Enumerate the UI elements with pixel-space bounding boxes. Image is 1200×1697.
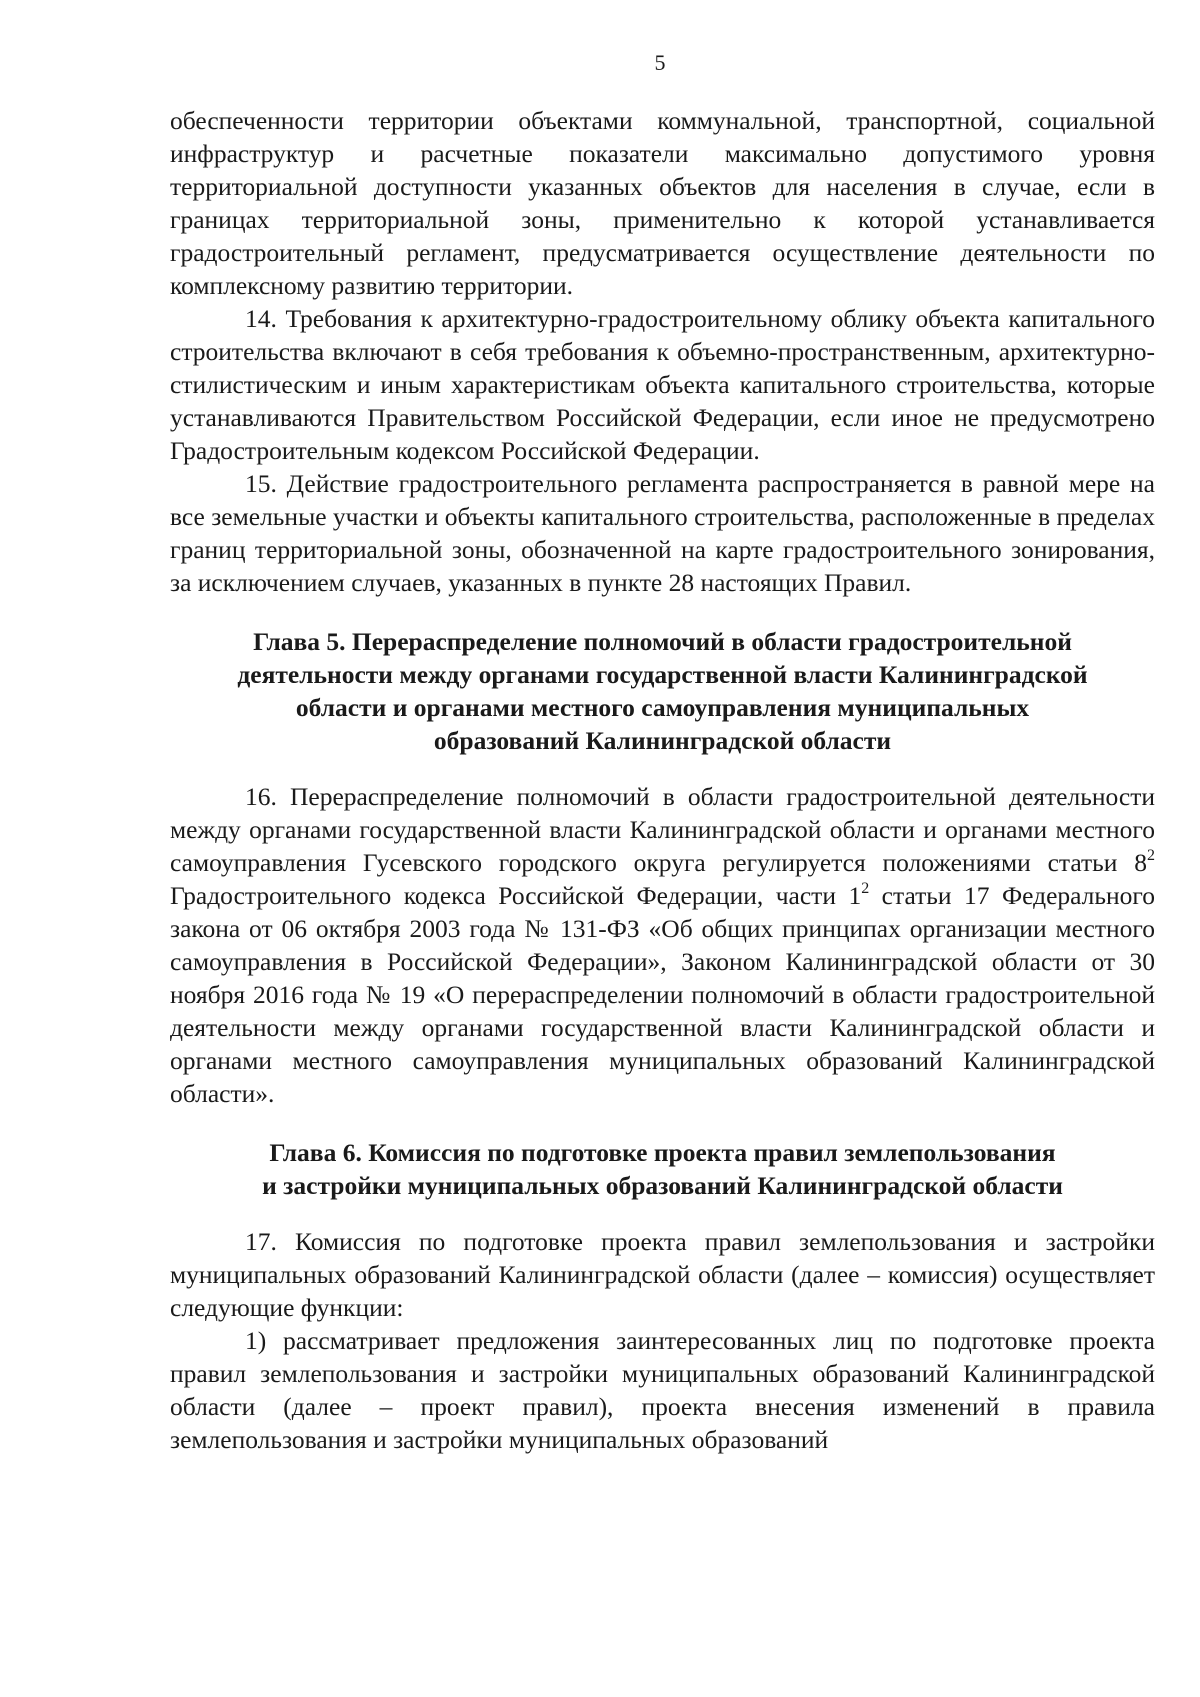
document-body	[170, 104, 1155, 1456]
chapter-6-title-line-2: и застройки муниципальных образований Калининградской области	[262, 1171, 1063, 1200]
chapter-5-title-line-3: области и органами местного самоуправления муниципальных	[295, 693, 1030, 722]
chapter-5-title-line-2: деятельности между органами государственной власти Калининградской	[237, 660, 1088, 689]
paragraph-16-part-1: 16. Перераспределение полномочий в области градостроительной деятельности между органами государственной власти Калининградской области и органами местного самоуправления Гусевского городского округа регулируется положениями статьи 8	[170, 782, 1155, 877]
paragraph-17-item-1: 1) рассматривает предложения заинтересованных лиц по подготовке проекта правил землепользования и застройки муниципальных образований Калининградской области (далее – проект правил), проекта внесения изменений в правила землепользования и застройки муниципальных образований	[170, 1326, 1155, 1454]
chapter-5-title-line-1: Глава 5. Перераспределение полномочий в области градостроительной	[253, 627, 1072, 656]
paragraph-17: 17. Комиссия по подготовке проекта правил землепользования и застройки муниципальных образований Калининградской области (далее – комиссия) осуществляет следующие функции:	[170, 1227, 1155, 1322]
chapter-5-title-line-4: образований Калининградской области	[433, 726, 892, 755]
paragraph-14: 14. Требования к архитектурно-градостроительному облику объекта капитального строительства включают в себя требования к объемно-пространственным, архитектурно-стилистическим и иным характеристикам объекта капитального строительства, которые устанавливаются Правительством Российской Федерации, если иное не предусмотрено Градостроительным кодексом Российской Федерации.	[170, 304, 1155, 465]
paragraph-continuation: обеспеченности территории объектами коммунальной, транспортной, социальной инфраструктур и расчетные показатели максимально допустимого уровня территориальной доступности указанных объектов для населения в случае, если в границах территориальной зоны, применительно к которой устанавливается градостроительный регламент, предусматривается осуществление деятельности по комплексному развитию территории.	[170, 106, 1155, 300]
page-number: 5	[654, 50, 666, 75]
paragraph-16-part-2: Градостроительного кодекса Российской Федерации, части 1	[170, 881, 862, 910]
chapter-5-title	[170, 625, 1155, 757]
chapter-6-title	[170, 1136, 1155, 1202]
superscript: 2	[861, 879, 870, 897]
paragraph-16	[170, 780, 1155, 1110]
chapter-6-title-line-1: Глава 6. Комиссия по подготовке проекта правил землепользования	[269, 1138, 1056, 1167]
paragraph-16-part-3: статьи 17 Федерального закона от 06 октября 2003 года № 131-ФЗ «Об общих принципах организации местного самоуправления в Российской Федерации», Законом Калининградской области от 30 ноября 2016 года № 19 «О перераспределении полномочий в области градостроительной деятельности между органами государственной власти Калининградской области и органами местного самоуправления муниципальных образований Калининградской области».	[170, 881, 1155, 1108]
superscript: 2	[1147, 846, 1155, 864]
paragraph-15: 15. Действие градостроительного регламента распространяется в равной мере на все земельные участки и объекты капитального строительства, расположенные в пределах границ территориальной зоны, обозначенной на карте градостроительного зонирования, за исключением случаев, указанных в пункте 28 настоящих Правил.	[170, 469, 1155, 597]
